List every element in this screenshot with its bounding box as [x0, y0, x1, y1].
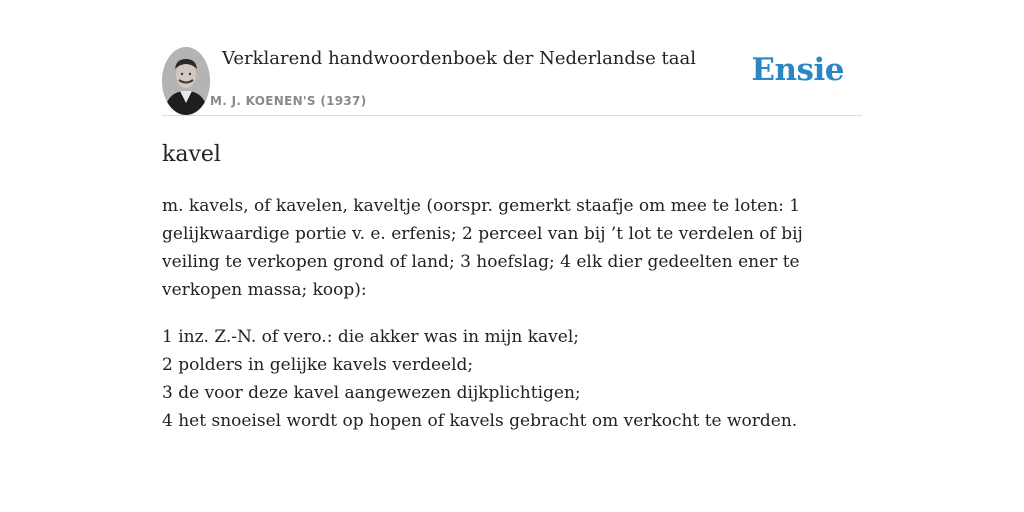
book-title[interactable]: Verklarend handwoordenboek der Nederlandse taal	[222, 48, 696, 69]
dictionary-header	[162, 44, 862, 116]
entry-examples	[162, 323, 862, 435]
example-item: 4 het snoeisel wordt op hopen of kavels gebracht om verkocht te worden.	[162, 411, 798, 431]
book-author: M. J. KOENEN'S (1937)	[210, 94, 367, 108]
example-item: 3 de voor deze kavel aangewezen dijkplichtigen;	[162, 383, 581, 403]
entry-headword: kavel	[162, 142, 221, 167]
author-portrait-icon	[162, 47, 210, 115]
example-item: 1 inz. Z.-N. of vero.: die akker was in mijn kavel;	[162, 327, 579, 347]
entry-definition: m. kavels, of kavelen, kaveltje (oorspr. gemerkt staafje om mee te loten: 1 gelijkwaardige portie v. e. erfenis; 2 perceel van bij ’t lot te verdelen of bij veiling te verkopen grond of land; 3 hoefslag; 4 elk dier gedeelten ener te verkopen massa; koop):	[162, 196, 803, 300]
ensie-logo[interactable]: Ensie	[751, 52, 844, 88]
example-item: 2 polders in gelijke kavels verdeeld;	[162, 355, 474, 375]
